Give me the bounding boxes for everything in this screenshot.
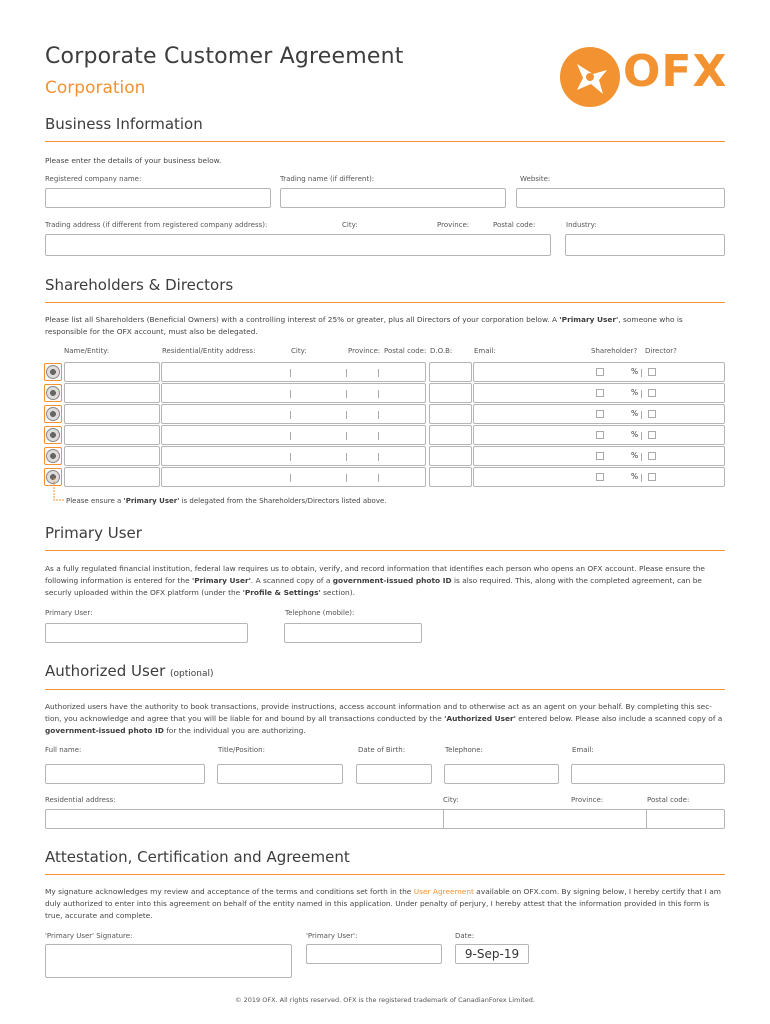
field-divider — [641, 453, 642, 461]
attestation-paragraph: My signature acknowledges my review and acceptance of the terms and conditions set forth in the User Agreement available on OFX.com. By signing below, I hereby certify that I am duly authorized to enter into this agreement on behalf of the entity named in this application. Under penalty of perjury, I hereby attest that the information provided in this form is true, accurate and complete. — [45, 887, 721, 920]
field-divider — [346, 453, 347, 461]
label-date-of-birth: Date of Birth: — [358, 746, 406, 754]
shareholders-rule — [45, 302, 725, 303]
primary-user-rule — [45, 550, 725, 551]
shareholder-checkbox[interactable] — [596, 452, 604, 460]
shareholder-name-field[interactable] — [64, 467, 160, 487]
ofx-logo — [559, 44, 729, 110]
email-field[interactable] — [571, 764, 725, 784]
field-divider — [290, 432, 291, 440]
label-email: Email: — [572, 746, 594, 754]
primary-user-radio[interactable] — [46, 428, 60, 442]
shareholder-dob-field[interactable] — [429, 362, 472, 382]
shareholders-column-header: Residential/Entity address: — [162, 347, 256, 355]
title-position-field[interactable] — [217, 764, 343, 784]
field-divider — [378, 453, 379, 461]
label-trading-name: Trading name (if different): — [280, 175, 375, 183]
field-divider — [378, 390, 379, 398]
label-industry: Industry: — [566, 221, 597, 229]
primary-user-radio-box[interactable] — [44, 384, 62, 402]
telephone-field[interactable] — [444, 764, 559, 784]
shareholder-name-field[interactable] — [64, 425, 160, 445]
shareholders-column-header: Shareholder? — [591, 347, 638, 355]
label-au-postal-code: Postal code: — [647, 796, 690, 804]
director-checkbox[interactable] — [648, 452, 656, 460]
field-divider — [290, 453, 291, 461]
attestation-heading: Attestation, Certification and Agreement — [45, 848, 350, 866]
label-telephone: Telephone: — [445, 746, 483, 754]
shareholders-column-header: Director? — [645, 347, 677, 355]
shareholders-heading: Shareholders & Directors — [45, 276, 234, 294]
field-divider — [641, 411, 642, 419]
authorized-user-rule — [45, 689, 725, 690]
label-signature: 'Primary User' Signature: — [45, 932, 133, 940]
primary-user-radio[interactable] — [46, 365, 60, 379]
shareholders-column-header: City: — [291, 347, 307, 355]
field-divider — [641, 369, 642, 377]
shareholders-column-header: D.O.B: — [430, 347, 453, 355]
field-divider — [290, 390, 291, 398]
ofx-logo-icon — [559, 46, 621, 108]
attestation-rule — [45, 874, 725, 875]
footer-copyright: © 2019 OFX. All rights reserved. OFX is the registered trademark of CanadianForex Limited. — [235, 996, 535, 1004]
director-checkbox[interactable] — [648, 473, 656, 481]
shareholder-name-field[interactable] — [64, 362, 160, 382]
percent-symbol: % — [631, 430, 639, 439]
shareholder-checkbox[interactable] — [596, 389, 604, 397]
label-company-name: Registered company name: — [45, 175, 142, 183]
shareholder-address-field[interactable] — [161, 425, 426, 445]
director-checkbox[interactable] — [648, 389, 656, 397]
primary-user-radio[interactable] — [46, 407, 60, 421]
shareholder-checkbox[interactable] — [596, 431, 604, 439]
field-divider — [346, 411, 347, 419]
telephone-mobile-field[interactable] — [284, 623, 422, 643]
user-agreement-link[interactable]: User Agreement — [413, 887, 474, 896]
primary-user-radio-box[interactable] — [44, 447, 62, 465]
business-rule — [45, 141, 725, 142]
business-heading: Business Information — [45, 115, 203, 133]
label-au-city: City: — [443, 796, 459, 804]
director-checkbox[interactable] — [648, 368, 656, 376]
primary-user-note-connector — [50, 478, 64, 504]
field-divider — [378, 432, 379, 440]
label-title-position: Title/Position: — [218, 746, 265, 754]
percent-symbol: % — [631, 451, 639, 460]
label-city: City: — [342, 221, 358, 229]
label-telephone-mobile: Telephone (mobile): — [285, 609, 355, 617]
field-divider — [346, 474, 347, 482]
website-field[interactable] — [516, 188, 725, 208]
label-residential-address: Residential address: — [45, 796, 116, 804]
attest-primary-user-field[interactable] — [306, 944, 442, 964]
label-au-province: Province: — [571, 796, 604, 804]
field-divider — [290, 474, 291, 482]
authorized-user-heading: Authorized User (optional) — [45, 662, 214, 680]
business-intro: Please enter the details of your business below. — [45, 156, 222, 165]
industry-field[interactable] — [565, 234, 725, 256]
shareholder-address-field[interactable] — [161, 362, 426, 382]
primary-user-heading: Primary User — [45, 524, 142, 542]
primary-user-radio-box[interactable] — [44, 363, 62, 381]
label-full-name: Full name: — [45, 746, 82, 754]
label-attest-primary-user: 'Primary User': — [306, 932, 358, 940]
shareholder-name-field[interactable] — [64, 446, 160, 466]
page-title: Corporate Customer Agreement — [45, 44, 404, 69]
shareholder-checkbox[interactable] — [596, 410, 604, 418]
company-name-field[interactable] — [45, 188, 271, 208]
address-city-divider — [443, 809, 444, 829]
label-primary-user: Primary User: — [45, 609, 93, 617]
shareholder-name-field[interactable] — [64, 404, 160, 424]
date-of-birth-field[interactable] — [356, 764, 432, 784]
primary-user-note: Please ensure a 'Primary User' is delegated from the Shareholders/Directors listed above. — [66, 497, 387, 505]
residential-address-field[interactable] — [45, 809, 725, 829]
field-divider — [346, 432, 347, 440]
primary-user-radio[interactable] — [46, 386, 60, 400]
field-divider — [378, 369, 379, 377]
field-divider — [641, 390, 642, 398]
shareholders-column-header: Postal code: — [384, 347, 427, 355]
authorized-user-paragraph: Authorized users have the authority to book transactions, provide instructions, access account information and to otherwise act as an agent on your behalf. By completing this sec- tion, you acknowledge and agree that you will be liable for and bound by all transactions conducted by the 'Authorized User' entered below. Please also include a scanned copy of a government-issued photo ID for the individual you are authorizing. — [45, 702, 723, 735]
shareholders-column-header: Email: — [474, 347, 496, 355]
field-divider — [290, 369, 291, 377]
field-divider — [346, 390, 347, 398]
date-field[interactable]: 9-Sep-19 — [455, 944, 529, 964]
director-checkbox[interactable] — [648, 410, 656, 418]
logo-text: OFX — [623, 46, 728, 97]
shareholder-address-field[interactable] — [161, 446, 426, 466]
percent-symbol: % — [631, 409, 639, 418]
field-divider — [641, 474, 642, 482]
full-name-field[interactable] — [45, 764, 205, 784]
shareholders-column-header: Province: — [348, 347, 381, 355]
label-province: Province: — [437, 221, 470, 229]
field-divider — [378, 474, 379, 482]
primary-user-radio[interactable] — [46, 449, 60, 463]
shareholder-checkbox[interactable] — [596, 473, 604, 481]
label-postal-code: Postal code: — [493, 221, 536, 229]
shareholder-dob-field[interactable] — [429, 425, 472, 445]
percent-symbol: % — [631, 388, 639, 397]
province-postal-divider — [646, 809, 647, 829]
field-divider — [641, 432, 642, 440]
shareholder-address-field[interactable] — [161, 383, 426, 403]
trading-address-field[interactable] — [45, 234, 551, 256]
director-checkbox[interactable] — [648, 431, 656, 439]
primary-user-radio-box[interactable] — [44, 405, 62, 423]
percent-symbol: % — [631, 472, 639, 481]
shareholder-checkbox[interactable] — [596, 368, 604, 376]
primary-user-paragraph: As a fully regulated financial institution, federal law requires us to obtain, verify, and record information that identifies each person who opens an OFX account. Please ensure the following information is entered for the 'Primary User'. A scanned copy of a government-issued photo ID is also required. This, along with the completed agreement, can be securly uploaded within the OFX platform (under the 'Profile & Settings' section). — [45, 564, 705, 597]
shareholder-address-field[interactable] — [161, 404, 426, 424]
trading-name-field[interactable] — [280, 188, 506, 208]
page-subtitle: Corporation — [45, 78, 146, 98]
primary-user-radio-box[interactable] — [44, 426, 62, 444]
percent-symbol: % — [631, 367, 639, 376]
field-divider — [290, 411, 291, 419]
shareholder-name-field[interactable] — [64, 383, 160, 403]
shareholder-dob-field[interactable] — [429, 404, 472, 424]
shareholder-dob-field[interactable] — [429, 383, 472, 403]
signature-field[interactable] — [45, 944, 292, 978]
shareholders-intro: Please list all Shareholders (Beneficial Owners) with a controlling interest of 25% or greater, plus all Directors of your corporation below. A 'Primary User', someone who is responsible for the OFX account, must also be delegated. — [45, 315, 683, 336]
shareholder-address-field[interactable] — [161, 467, 426, 487]
field-divider — [378, 411, 379, 419]
label-website: Website: — [520, 175, 551, 183]
label-trading-address: Trading address (if different from registered company address): — [45, 221, 268, 229]
shareholder-dob-field[interactable] — [429, 446, 472, 466]
field-divider — [346, 369, 347, 377]
primary-user-field[interactable] — [45, 623, 248, 643]
label-date: Date: — [455, 932, 475, 940]
shareholder-dob-field[interactable] — [429, 467, 472, 487]
shareholders-column-header: Name/Entity: — [64, 347, 110, 355]
